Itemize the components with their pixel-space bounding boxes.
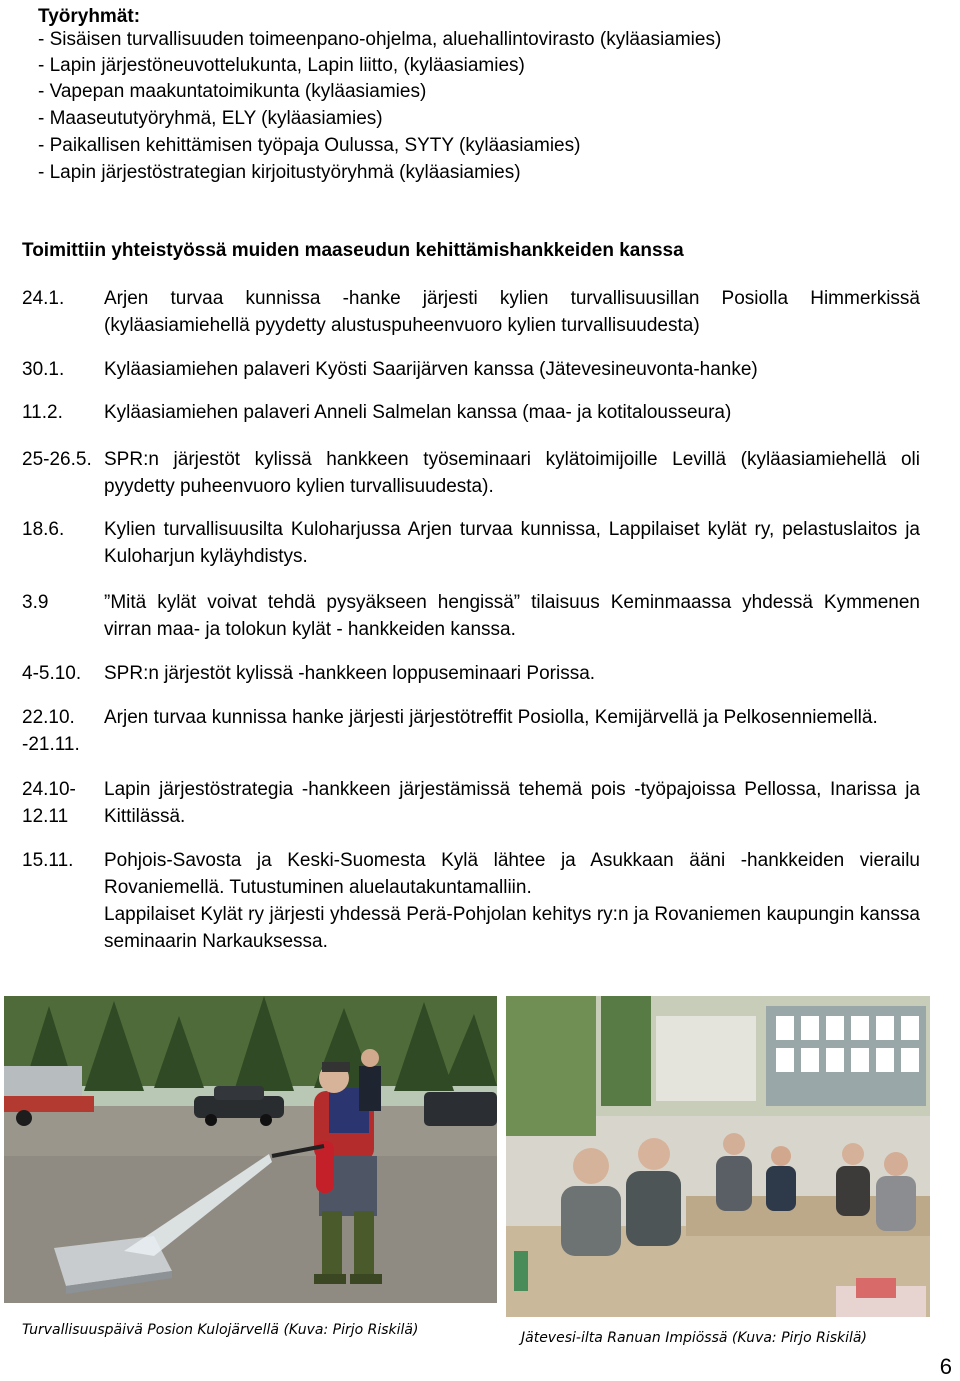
cooperation-subheading: Toimittiin yhteistyössä muiden maaseudun kehittämishankkeiden kanssa: [22, 240, 684, 261]
event-text: SPR:n järjestöt kylissä hankkeen työseminaari kylätoimijoille Levillä (kyläasiamiehellä oli pyydetty puheenvuoro kylien turvallisuudesta).: [104, 449, 920, 497]
working-group-item: - Sisäisen turvallisuuden toimeenpano-ohjelma, aluehallintovirasto (kyläasiamies): [38, 29, 722, 50]
event-date: 30.1.: [22, 359, 65, 380]
event-text: Kyläasiamiehen palaveri Kyösti Saarijärven kanssa (Jätevesineuvonta-hanke): [104, 359, 758, 380]
working-group-item: - Vapepan maakuntatoimikunta (kyläasiamies): [38, 81, 427, 102]
event-entry: [22, 446, 920, 500]
event-entry: [22, 776, 920, 830]
photo-caption-left: Turvallisuuspäivä Posion Kulojärvellä (Kuva: Pirjo Riskilä): [22, 1322, 419, 1338]
page-number: 6: [939, 1354, 952, 1379]
working-group-item: - Lapin järjestöneuvottelukunta, Lapin liitto, (kyläasiamies): [38, 55, 525, 76]
event-text: Kylien turvallisuusilta Kuloharjussa Arjen turvaa kunnissa, Lappilaiset kylät ry, pelastuslaitos ja Kuloharjun kyläyhdistys.: [104, 519, 920, 567]
event-date: 4-5.10.: [22, 663, 82, 684]
photo-fire-safety-day: [4, 996, 497, 1303]
event-date: 15.11.: [22, 850, 74, 871]
event-text: Arjen turvaa kunnissa hanke järjesti järjestötreffit Posiolla, Kemijärvellä ja Pelkosenniemellä.: [104, 707, 878, 728]
event-text: Lapin järjestöstrategia -hankkeen järjestämissä tehemä pois -työpajoissa Pellossa, Inarissa ja Kittilässä.: [104, 779, 920, 827]
event-entry: [22, 589, 920, 643]
event-text: ”Mitä kylät voivat tehdä pysyäkseen hengissä” tilaisuus Keminmaassa yhdessä Kymmenen virran maa- ja tolokun kylät - hankkeiden kanssa.: [104, 592, 920, 640]
event-date: 22.10. -21.11.: [22, 707, 80, 755]
event-entry: [22, 516, 920, 570]
working-group-item: - Lapin järjestöstrategian kirjoitustyöryhmä (kyläasiamies): [38, 162, 521, 183]
photo-waste-water-evening: [506, 996, 930, 1317]
event-entry: [22, 356, 920, 383]
event-date: 24.10- 12.11: [22, 779, 76, 827]
event-date: 18.6.: [22, 519, 65, 540]
event-date: 24.1.: [22, 288, 65, 309]
event-text: Pohjois-Savosta ja Keski-Suomesta Kylä lähtee ja Asukkaan ääni -hankkeiden vierailu Rovaniemellä. Tutustuminen aluelautakuntamalliin. Lappilaiset Kylät ry järjesti yhdessä Perä-Pohjolan kehitys ry:n ja Rovaniemen kaupungin kanssa seminaarin Narkauksessa.: [104, 850, 920, 952]
working-group-item: - Paikallisen kehittämisen työpaja Oulussa, SYTY (kyläasiamies): [38, 135, 581, 156]
event-entry: [22, 704, 920, 755]
event-text: Kyläasiamiehen palaveri Anneli Salmelan kanssa (maa- ja kotitalousseura): [104, 402, 732, 423]
event-date: 11.2.: [22, 402, 63, 423]
event-entry: [22, 660, 920, 687]
event-text: SPR:n järjestöt kylissä -hankkeen loppuseminaari Porissa.: [104, 663, 596, 684]
event-date: 3.9: [22, 592, 49, 613]
working-group-item: - Maaseututyöryhmä, ELY (kyläasiamies): [38, 108, 383, 129]
event-text: Arjen turvaa kunnissa -hanke järjesti kylien turvallisuusillan Posiolla Himmerkissä (kyläasiamiehellä pyydetty alustuspuheenvuoro kylien turvallisuudesta): [104, 288, 920, 336]
photo-caption-right: Jätevesi-ilta Ranuan Impiössä (Kuva: Pirjo Riskilä): [521, 1330, 867, 1346]
event-entry: [22, 285, 920, 339]
event-date: 25-26.5.: [22, 449, 92, 470]
event-entry: [22, 399, 920, 426]
section-heading: Työryhmät:: [38, 6, 141, 27]
event-entry: [22, 847, 920, 955]
